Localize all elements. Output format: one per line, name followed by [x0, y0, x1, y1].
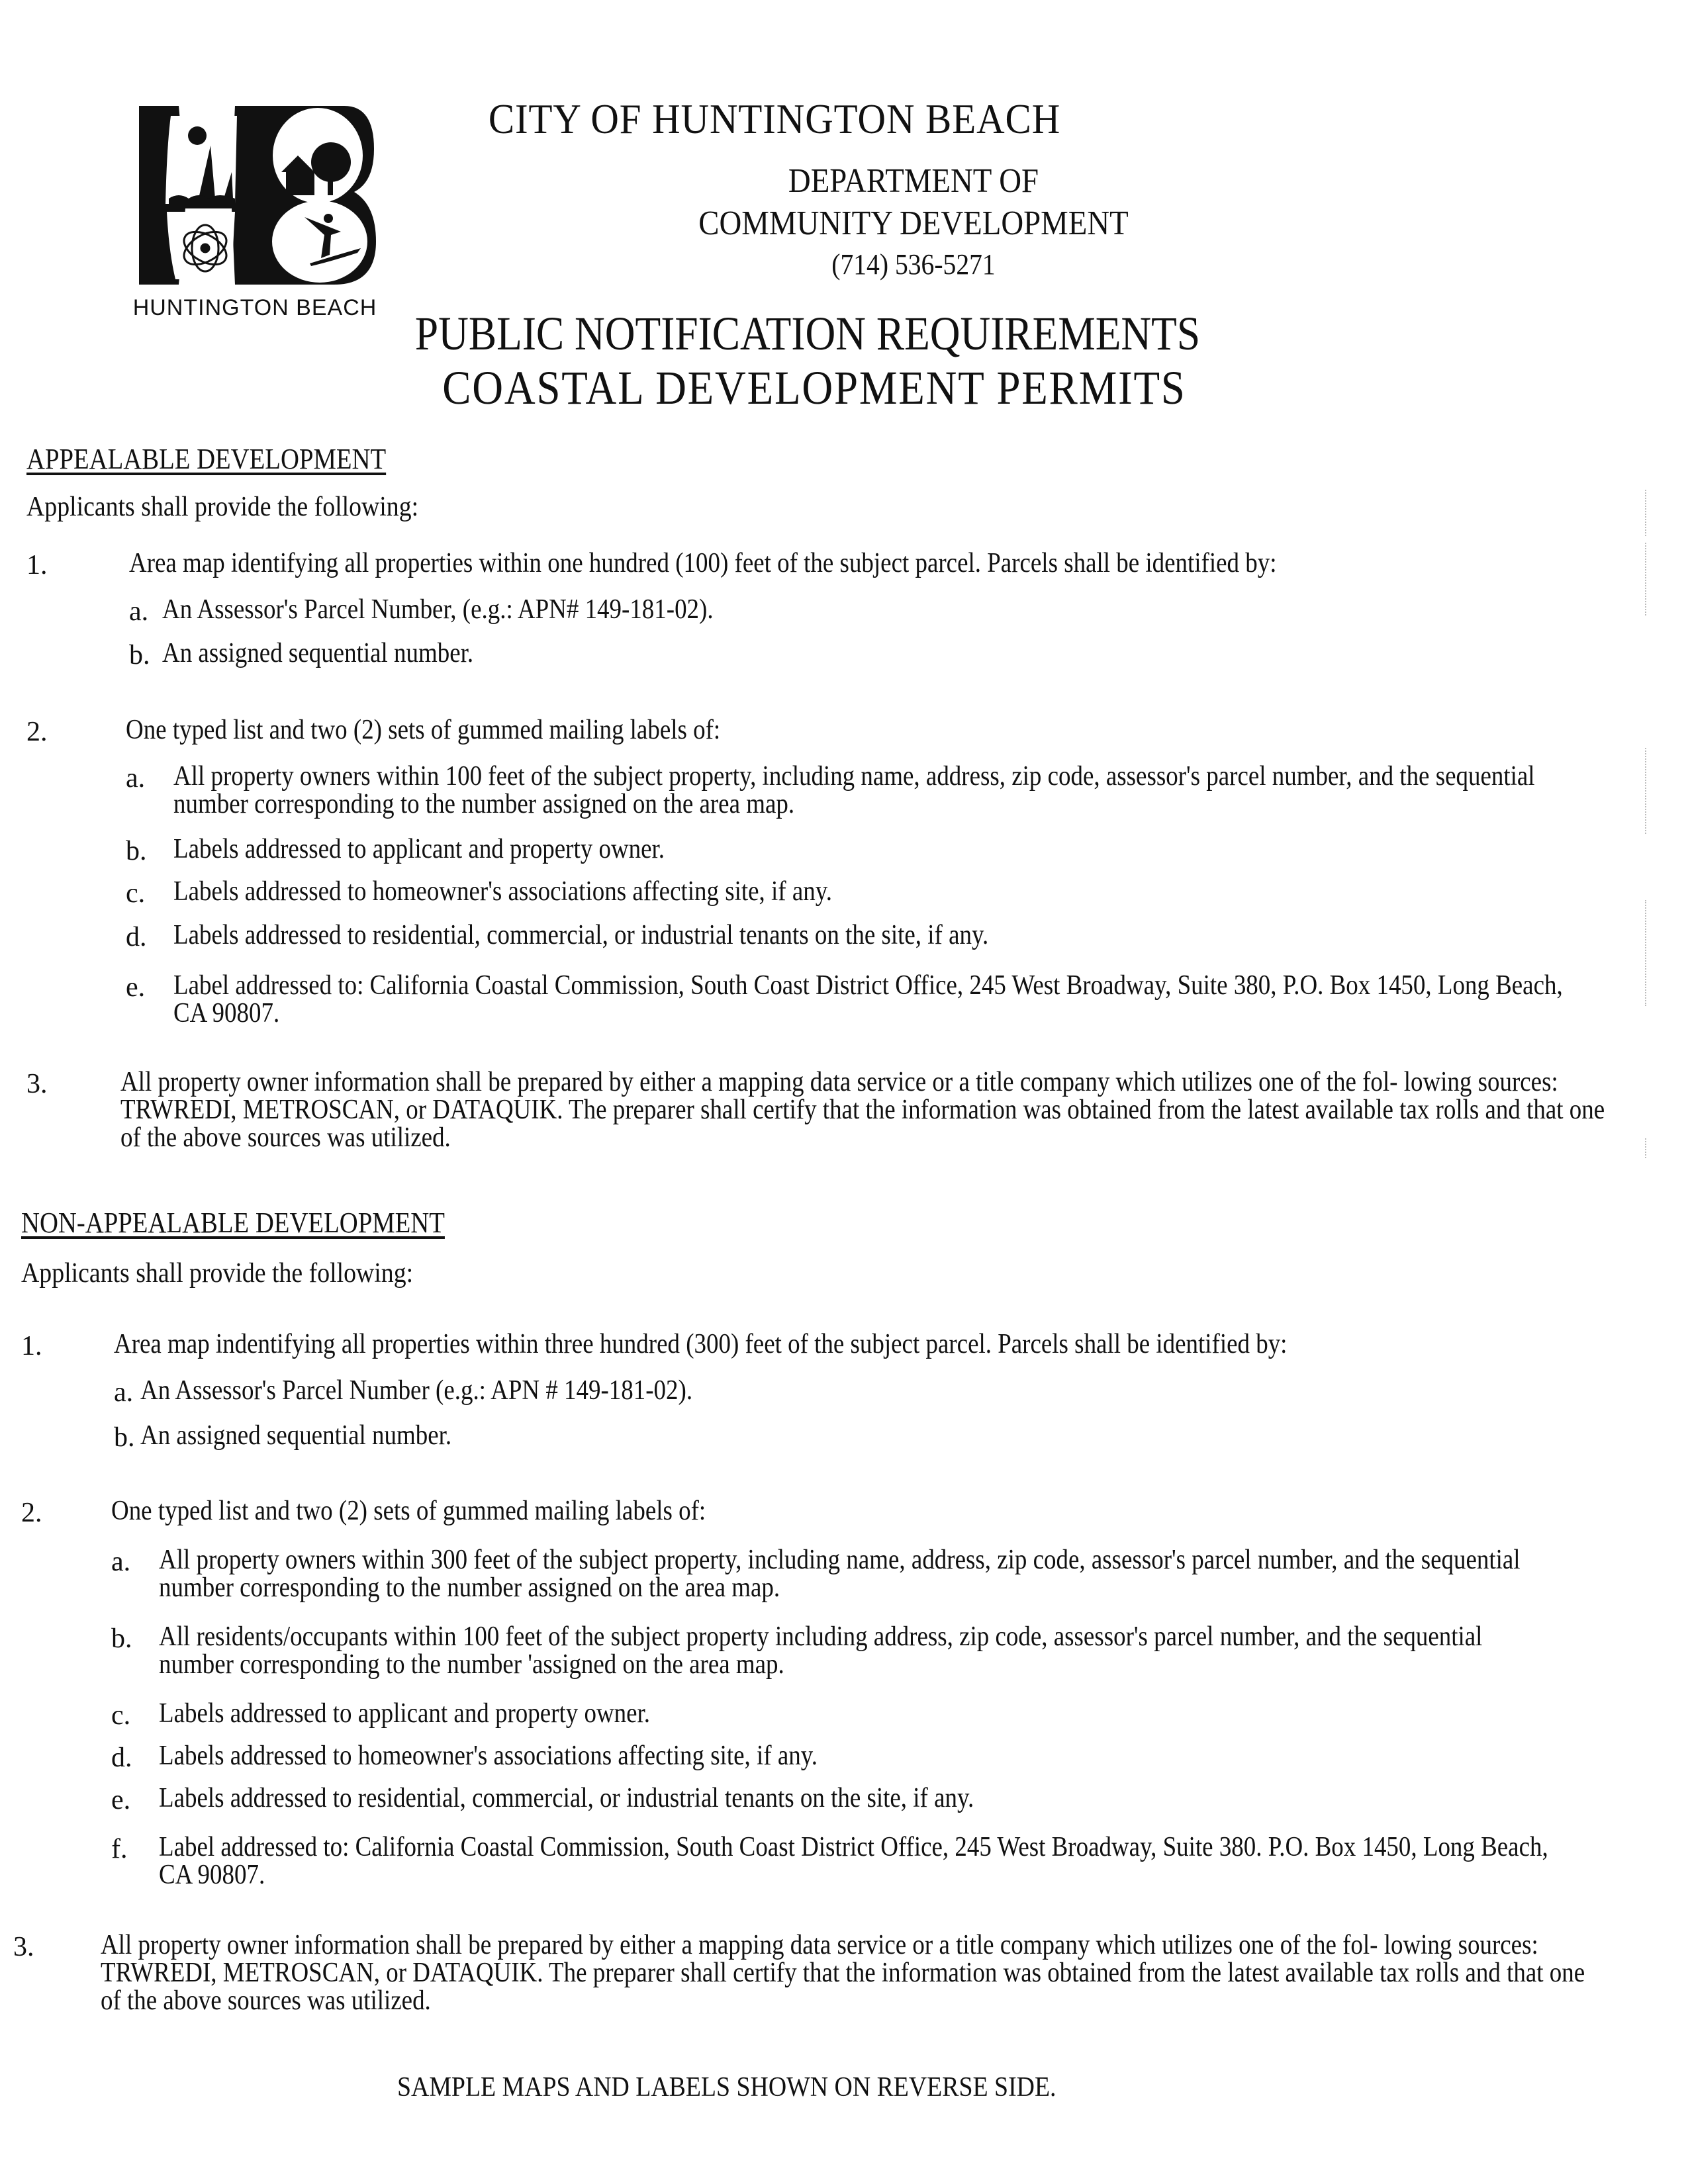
department-line-1: DEPARTMENT OF — [788, 162, 1039, 200]
appealable-intro: Applicants shall provide the following: — [26, 492, 419, 522]
appealable-item-2b-letter: b. — [126, 836, 147, 866]
appealable-item-3-text: All property owner information shall be prepared by either a mapping data service or a title company which utilizes one of the fol- lowing sources: TRWREDI, METROSCAN, or DATAQUIK. The preparer shall certify that the information was obtained from the latest available tax rolls and that one of the above sources was utilized. — [120, 1067, 1605, 1153]
appealable-item-2d-text: Labels addressed to residential, commercial, or industrial tenants on the site, if any. — [173, 920, 989, 950]
non-appealable-item-1b-letter: b. — [114, 1422, 135, 1453]
appealable-item-1a-letter: a. — [129, 596, 149, 627]
non-appealable-item-3-text: All property owner information shall be prepared by either a mapping data service or a title company which utilizes one of the fol- lowing sources: TRWREDI, METROSCAN, or DATAQUIK. The preparer shall certify that the information was obtained from the latest available tax rolls and that one of the above sources was utilized. — [101, 1930, 1585, 2016]
non-appealable-item-2d-letter: d. — [111, 1743, 132, 1773]
non-appealable-item-1a-letter: a. — [114, 1377, 134, 1408]
non-appealable-item-2b-letter: b. — [111, 1623, 132, 1654]
non-appealable-item-1b-text: An assigned sequential number. — [140, 1420, 452, 1451]
logo-caption: HUNTINGTON BEACH — [132, 295, 377, 320]
non-appealable-item-1a-text: An Assessor's Parcel Number (e.g.: APN # 149-181-02). — [140, 1375, 693, 1406]
appealable-item-2e-text: Label addressed to: California Coastal Commission, South Coast District Office, 245 West Broadway, Suite 380, P.O. Box 1450, Long Beach, CA 90807. — [173, 970, 1563, 1028]
appealable-heading: APPEALABLE DEVELOPMENT — [26, 443, 387, 475]
non-appealable-item-2-number: 2. — [21, 1498, 42, 1528]
appealable-item-2-number: 2. — [26, 717, 48, 747]
appealable-item-2a-letter: a. — [126, 763, 146, 794]
department-phone: (714) 536-5271 — [831, 248, 996, 281]
appealable-item-2e-letter: e. — [126, 972, 146, 1003]
appealable-item-1-number: 1. — [26, 550, 48, 580]
reverse-side-note: SAMPLE MAPS AND LABELS SHOWN ON REVERSE SIDE. — [397, 2072, 1056, 2103]
non-appealable-item-2b-text: All residents/occupants within 100 feet of the subject property including address, zip code, assessor's parcel number, and the sequential number corresponding to the number 'assigned on the area map. — [159, 1621, 1483, 1680]
non-appealable-item-1-text: Area map indentifying all properties within three hundred (300) feet of the subject parcel. Parcels shall be identified by: — [114, 1329, 1288, 1359]
document-title-line-1: PUBLIC NOTIFICATION REQUIREMENTS — [414, 307, 1201, 360]
appealable-item-1a-text: An Assessor's Parcel Number, (e.g.: APN# 149-181-02). — [162, 594, 714, 625]
appealable-item-3-number: 3. — [26, 1069, 48, 1099]
non-appealable-item-2f-text: Label addressed to: California Coastal Commission, South Coast District Office, 245 West Broadway, Suite 380. P.O. Box 1450, Long Beach, CA 90807. — [159, 1832, 1548, 1890]
appealable-item-1-text: Area map identifying all properties within one hundred (100) feet of the subject parcel. Parcels shall be identified by: — [129, 548, 1277, 578]
appealable-item-1b-text: An assigned sequential number. — [162, 638, 474, 668]
appealable-item-2c-letter: c. — [126, 878, 146, 909]
appealable-item-2d-letter: d. — [126, 922, 147, 952]
document-title-line-2: COASTAL DEVELOPMENT PERMITS — [442, 361, 1186, 414]
non-appealable-item-2-text: One typed list and two (2) sets of gummed mailing labels of: — [111, 1496, 706, 1526]
non-appealable-item-2c-text: Labels addressed to applicant and property owner. — [159, 1698, 651, 1729]
appealable-item-1b-letter: b. — [129, 640, 150, 670]
city-name: CITY OF HUNTINGTON BEACH — [488, 95, 1061, 142]
department-line-2: COMMUNITY DEVELOPMENT — [698, 205, 1129, 242]
non-appealable-item-2d-text: Labels addressed to homeowner's associations affecting site, if any. — [159, 1741, 818, 1771]
non-appealable-item-2e-text: Labels addressed to residential, commercial, or industrial tenants on the site, if any. — [159, 1783, 974, 1813]
non-appealable-item-2e-letter: e. — [111, 1785, 131, 1815]
appealable-item-2-text: One typed list and two (2) sets of gummed mailing labels of: — [126, 715, 721, 745]
non-appealable-item-3-number: 3. — [13, 1932, 34, 1962]
non-appealable-item-2a-text: All property owners within 300 feet of the subject property, including name, address, zip code, assessor's parcel number, and the sequential number corresponding to the number assigned on the area map. — [159, 1545, 1521, 1603]
scan-artifact — [1645, 543, 1646, 615]
non-appealable-item-2a-letter: a. — [111, 1547, 131, 1577]
non-appealable-item-1-number: 1. — [21, 1331, 42, 1361]
scan-artifact — [1645, 900, 1646, 1006]
non-appealable-item-2c-letter: c. — [111, 1700, 131, 1731]
scan-artifact — [1645, 748, 1646, 834]
sun-icon — [188, 126, 207, 145]
scan-artifact — [1645, 1138, 1646, 1158]
non-appealable-intro: Applicants shall provide the following: — [21, 1258, 414, 1289]
scan-artifact — [1645, 490, 1646, 536]
non-appealable-heading: NON-APPEALABLE DEVELOPMENT — [21, 1206, 445, 1239]
appealable-item-2b-text: Labels addressed to applicant and property owner. — [173, 834, 665, 864]
appealable-item-2a-text: All property owners within 100 feet of the subject property, including name, address, zip code, assessor's parcel number, and the sequential number corresponding to the number assigned on the area map. — [173, 761, 1535, 819]
non-appealable-item-2f-letter: f. — [111, 1834, 128, 1864]
appealable-item-2c-text: Labels addressed to homeowner's associations affecting site, if any. — [173, 876, 833, 907]
